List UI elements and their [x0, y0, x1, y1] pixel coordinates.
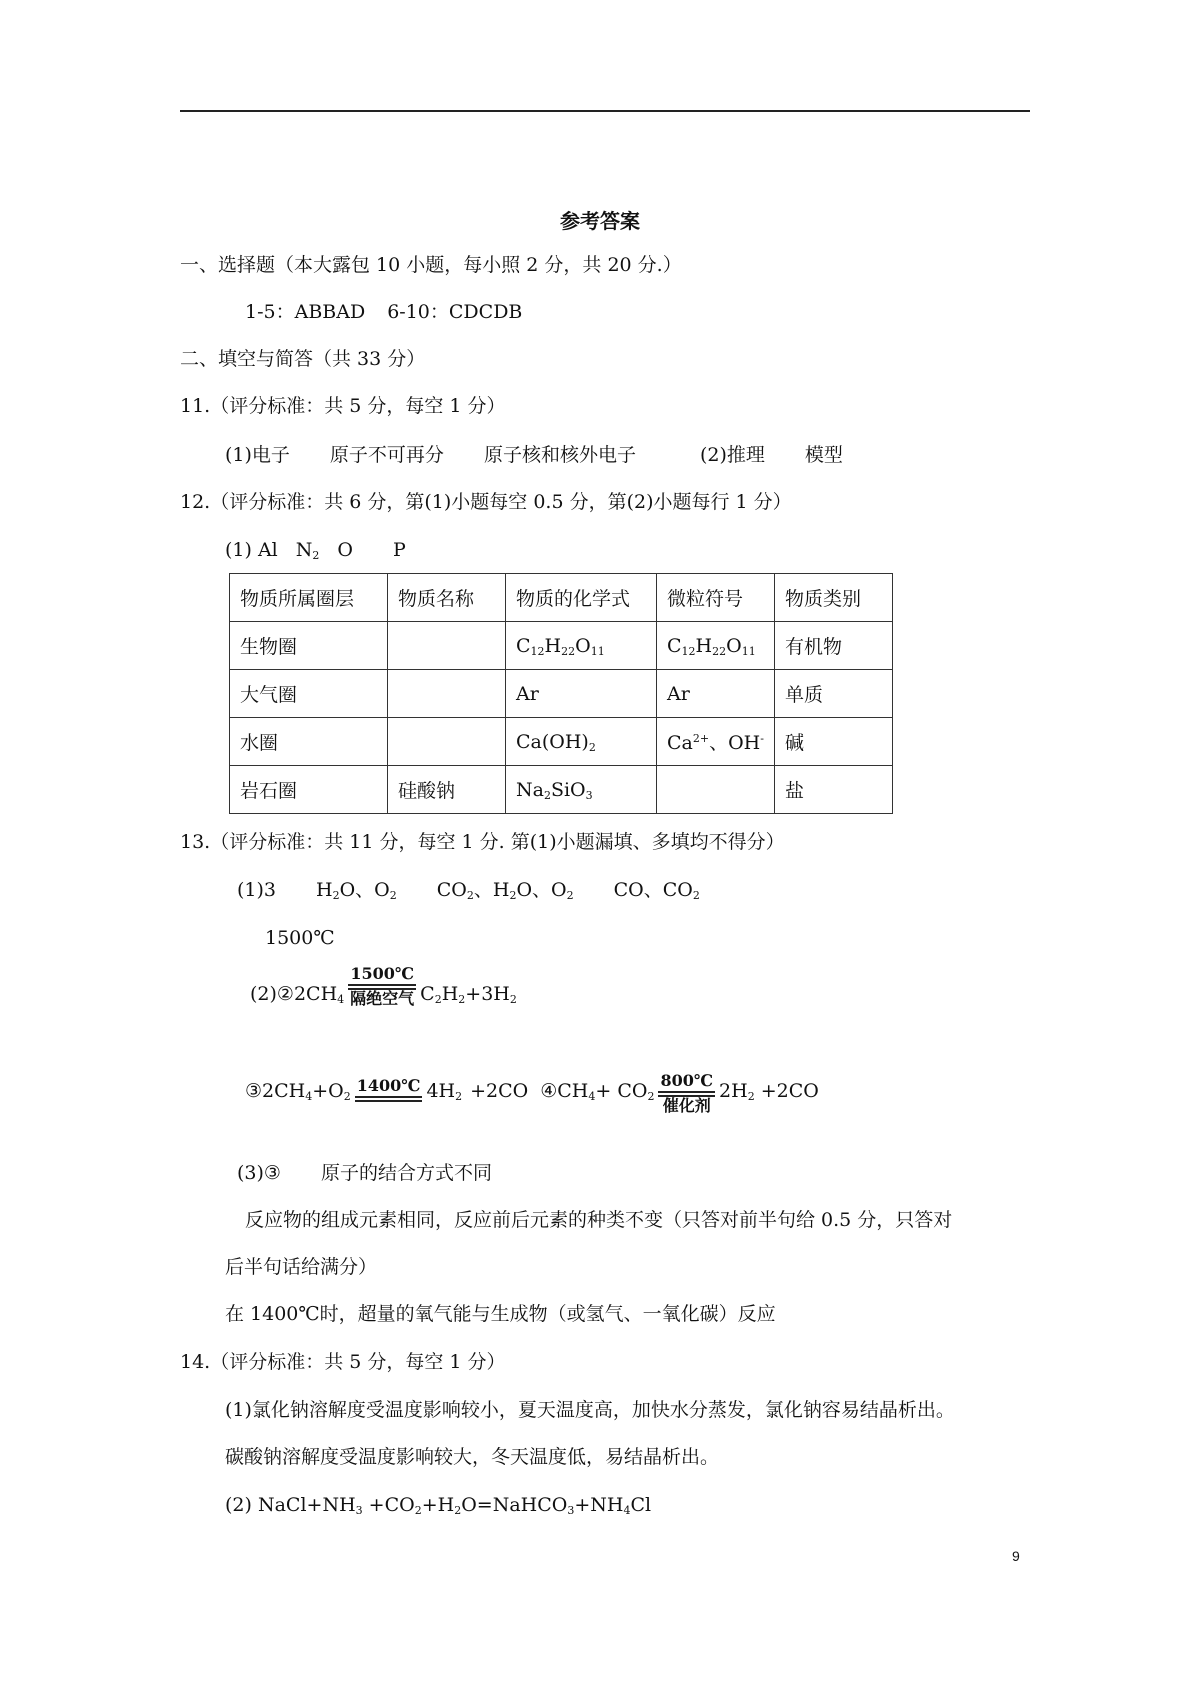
- table-cell: $C_{12}H_{22}O_{11}$: [657, 622, 775, 670]
- q11-heading: 11.（评分标准：共 5 分，每空 1 分）: [180, 395, 506, 417]
- table-cell: $Ca^{2+}$、OH-: [657, 718, 775, 766]
- q13-part-3: (3)③ 原子的结合方式不同: [237, 1162, 492, 1184]
- reaction-condition: 800℃ 催化剂: [660, 1071, 714, 1115]
- table-cell: $C_{12}H_{22}O_{11}$: [506, 622, 657, 670]
- reaction-condition: 1400℃: [355, 1077, 423, 1102]
- table-cell: 岩石圈: [230, 766, 388, 814]
- table-cell: [388, 622, 506, 670]
- n2-symbol: $N_2$: [295, 539, 320, 562]
- header-rule: [180, 110, 1030, 112]
- q13-line-6: 在 1400℃时，超量的氧气能与生成物（或氢气、一氧化碳）反应: [225, 1303, 776, 1325]
- q11-answers: [225, 443, 843, 467]
- q13-heading: 13.（评分标准：共 11 分，每空 1 分. 第(1)小题漏填、多填均不得分）: [180, 831, 785, 853]
- table-cell: Ar: [657, 670, 775, 718]
- table-cell: 盐: [775, 766, 893, 814]
- answers-6-10: 6-10：CDCDB: [387, 301, 523, 323]
- q14-line-3: (2) $NaCl+NH_3$ $+CO_2+H_2O=NaHCO_3+NH_4Cl$: [225, 1494, 652, 1517]
- table-cell: Ar: [506, 670, 657, 718]
- q11-answer-4: (2)推理: [699, 444, 765, 466]
- table-header-cell: 物质类别: [775, 574, 893, 622]
- section-2-heading: 二、填空与简答（共 33 分）: [180, 348, 426, 370]
- q11-answer-3: 原子核和核外电子: [483, 444, 636, 466]
- q13-part-1: (1)3 $H_2O$、$O_2$ $CO_2$、$H_2O$、$O_2$ CO、$CO_2$: [237, 879, 700, 902]
- table-header-cell: 微粒符号: [657, 574, 775, 622]
- q14-line-2: 碳酸钠溶解度受温度影响较大，冬天温度低，易结晶析出。: [225, 1446, 720, 1468]
- section-1-heading: 一、选择题（本大露包 10 小题，每小照 2 分，共 20 分.）: [180, 254, 682, 276]
- table-cell: 大气圈: [230, 670, 388, 718]
- table-cell: 生物圈: [230, 622, 388, 670]
- table-row: [230, 766, 893, 814]
- section-1-answers: [245, 300, 522, 324]
- page-number: 9: [1012, 1548, 1020, 1564]
- page-title: 参考答案: [560, 209, 640, 233]
- answers-1-5: 1-5：ABBAD: [245, 301, 366, 323]
- table-header-row: [230, 574, 893, 622]
- q14-line-1: (1)氯化钠溶解度受温度影响较小，夏天温度高，加快水分蒸发，氯化钠容易结晶析出。: [225, 1399, 955, 1421]
- q13-line-5: 后半句话给满分）: [225, 1256, 378, 1278]
- table-row: [230, 718, 893, 766]
- q11-answer-1: (1)电子: [225, 444, 290, 466]
- q12-heading: 12.（评分标准：共 6 分，第(1)小题每空 0.5 分，第(2)小题每行 1 分）: [180, 491, 792, 513]
- q12-part-1: (1) Al $N_2$ O P: [225, 539, 406, 562]
- table-row: [230, 622, 893, 670]
- table-cell: 硅酸钠: [388, 766, 506, 814]
- q14-heading: 14.（评分标准：共 5 分，每空 1 分）: [180, 1351, 506, 1373]
- table-cell: [388, 670, 506, 718]
- table-cell: 单质: [775, 670, 893, 718]
- equation-2-2: $(2)②2CH_4$ 1500℃ 隔绝空气 $C_2H_2+3H_2$: [250, 964, 517, 1008]
- substance-table: [229, 573, 893, 814]
- table-cell: 有机物: [775, 622, 893, 670]
- table-header-cell: 物质的化学式: [506, 574, 657, 622]
- table-cell: $Ca(OH)_2$: [506, 718, 657, 766]
- table-cell: $Na_2SiO_3$: [506, 766, 657, 814]
- table-cell: [388, 718, 506, 766]
- reaction-condition: 1500℃ 隔绝空气: [350, 964, 415, 1008]
- q11-answer-2: 原子不可再分: [329, 444, 444, 466]
- table-cell: 水圈: [230, 718, 388, 766]
- table-header-cell: 物质所属圈层: [230, 574, 388, 622]
- q11-answer-5: 模型: [804, 444, 843, 466]
- q13-line-4: 反应物的组成元素相同，反应前后元素的种类不变（只答对前半句给 0.5 分，只答对: [245, 1209, 953, 1231]
- table-row: [230, 670, 893, 718]
- table-cell: [657, 766, 775, 814]
- table-cell: 碱: [775, 718, 893, 766]
- table-header-cell: 物质名称: [388, 574, 506, 622]
- temperature-note: 1500℃: [265, 927, 335, 949]
- equations-3-4: $③2CH_4+O_2$ 1400℃ $4H_2 +2CO$ $④CH_4+ CO_2$ 800℃ 催化剂 $2H_2 +2CO$: [245, 1071, 819, 1115]
